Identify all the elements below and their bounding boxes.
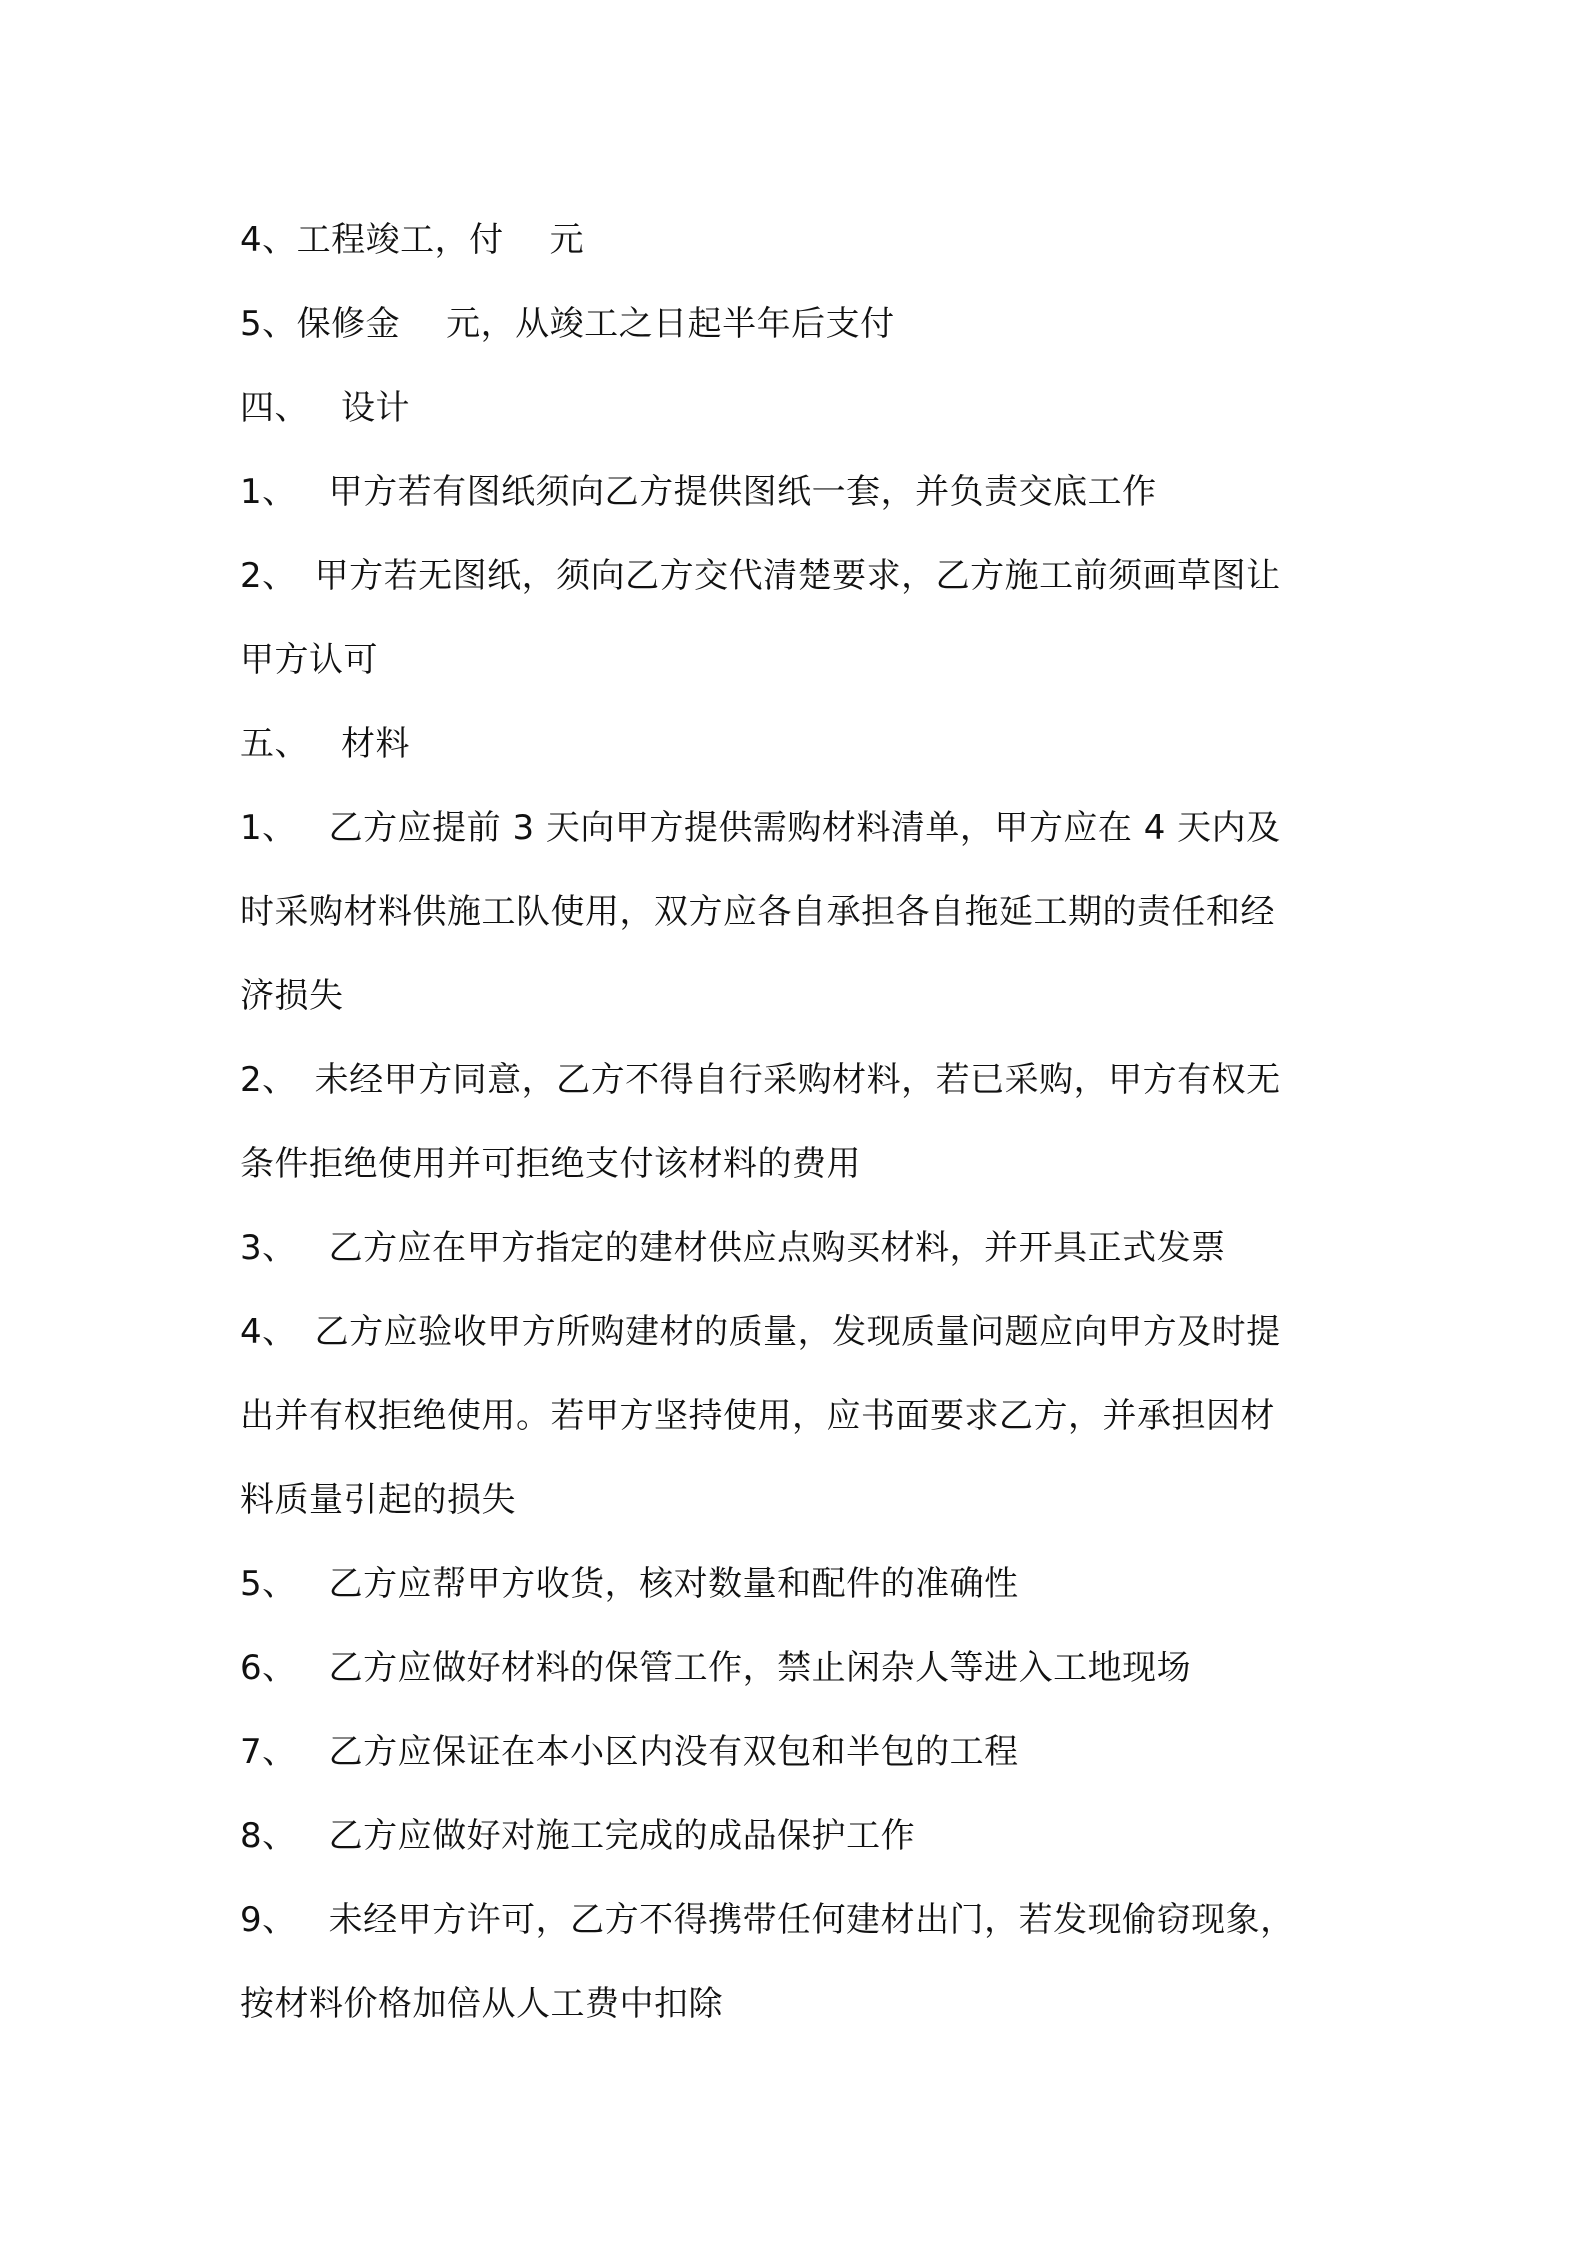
item-text: 条件拒绝使用并可拒绝支付该材料的费用 — [240, 1144, 861, 1184]
item-text: 料质量引起的损失 — [240, 1480, 516, 1520]
list-item — [240, 450, 1360, 534]
item-number: 1、 — [240, 808, 297, 848]
item-text: 甲方若无图纸，须向乙方交代清楚要求，乙方施工前须画草图让 — [314, 556, 1281, 596]
list-item-continuation — [240, 1962, 1360, 2046]
item-number: 5、 — [240, 1564, 297, 1604]
item-text: 出并有权拒绝使用。若甲方坚持使用，应书面要求乙方，并承担因材 — [240, 1396, 1275, 1436]
item-text: 未经甲方许可，乙方不得携带任何建材出门，若发现偷窃现象， — [328, 1900, 1295, 1940]
item-text: 按材料价格加倍从人工费中扣除 — [240, 1984, 723, 2024]
section-title: 设计 — [341, 388, 410, 428]
item-text: 济损失 — [240, 976, 344, 1016]
list-item — [240, 786, 1360, 870]
list-item — [240, 1206, 1360, 1290]
item-number: 2、 — [240, 1060, 297, 1100]
item-text: 未经甲方同意，乙方不得自行采购材料，若已采购，甲方有权无 — [314, 1060, 1281, 1100]
list-item — [240, 1794, 1360, 1878]
section-title: 材料 — [341, 724, 410, 764]
item-text: 时采购材料供施工队使用，双方应各自承担各自拖延工期的责任和经 — [240, 892, 1275, 932]
list-item — [240, 1038, 1360, 1122]
payment-item-5 — [240, 282, 1360, 366]
item-text: 乙方应验收甲方所购建材的质量，发现质量问题应向甲方及时提 — [314, 1312, 1281, 1352]
list-item-continuation — [240, 1458, 1360, 1542]
item-text: 元 — [549, 220, 585, 260]
item-number: 5、 — [240, 304, 297, 344]
item-number: 8、 — [240, 1816, 297, 1856]
list-item — [240, 1626, 1360, 1710]
item-number: 4、 — [240, 1312, 297, 1352]
list-item-continuation — [240, 1374, 1360, 1458]
item-number: 2、 — [240, 556, 297, 596]
item-text: 甲方认可 — [240, 640, 378, 680]
item-text: 乙方应提前 3 天向甲方提供需购材料清单，甲方应在 4 天内及 — [328, 808, 1281, 848]
item-number: 9、 — [240, 1900, 297, 1940]
list-item — [240, 534, 1360, 618]
list-item — [240, 1290, 1360, 1374]
item-number: 7、 — [240, 1732, 297, 1772]
item-text: 乙方应做好材料的保管工作，禁止闲杂人等进入工地现场 — [328, 1648, 1192, 1688]
item-text: 乙方应保证在本小区内没有双包和半包的工程 — [328, 1732, 1019, 1772]
section-heading-materials — [240, 702, 1360, 786]
item-text: 工程竣工，付 — [296, 220, 504, 260]
section-number: 四、 — [240, 388, 309, 428]
section-heading-design — [240, 366, 1360, 450]
list-item — [240, 1710, 1360, 1794]
list-item — [240, 1878, 1360, 1962]
list-item-continuation — [240, 1122, 1360, 1206]
item-text: 保修金 — [296, 304, 401, 344]
item-number: 1、 — [240, 472, 297, 512]
item-text: 甲方若有图纸须向乙方提供图纸一套，并负责交底工作 — [328, 472, 1157, 512]
list-item-continuation — [240, 954, 1360, 1038]
item-text: 乙方应帮甲方收货，核对数量和配件的准确性 — [328, 1564, 1019, 1604]
list-item-continuation — [240, 870, 1360, 954]
item-text: 乙方应在甲方指定的建材供应点购买材料，并开具正式发票 — [328, 1228, 1226, 1268]
document-body — [240, 198, 1360, 2046]
list-item-continuation — [240, 618, 1360, 702]
item-number: 3、 — [240, 1228, 297, 1268]
list-item — [240, 1542, 1360, 1626]
item-text: 元，从竣工之日起半年后支付 — [446, 304, 895, 344]
section-number: 五、 — [240, 724, 309, 764]
payment-item-4 — [240, 198, 1360, 282]
item-number: 4、 — [240, 220, 297, 260]
item-text: 乙方应做好对施工完成的成品保护工作 — [328, 1816, 916, 1856]
item-number: 6、 — [240, 1648, 297, 1688]
